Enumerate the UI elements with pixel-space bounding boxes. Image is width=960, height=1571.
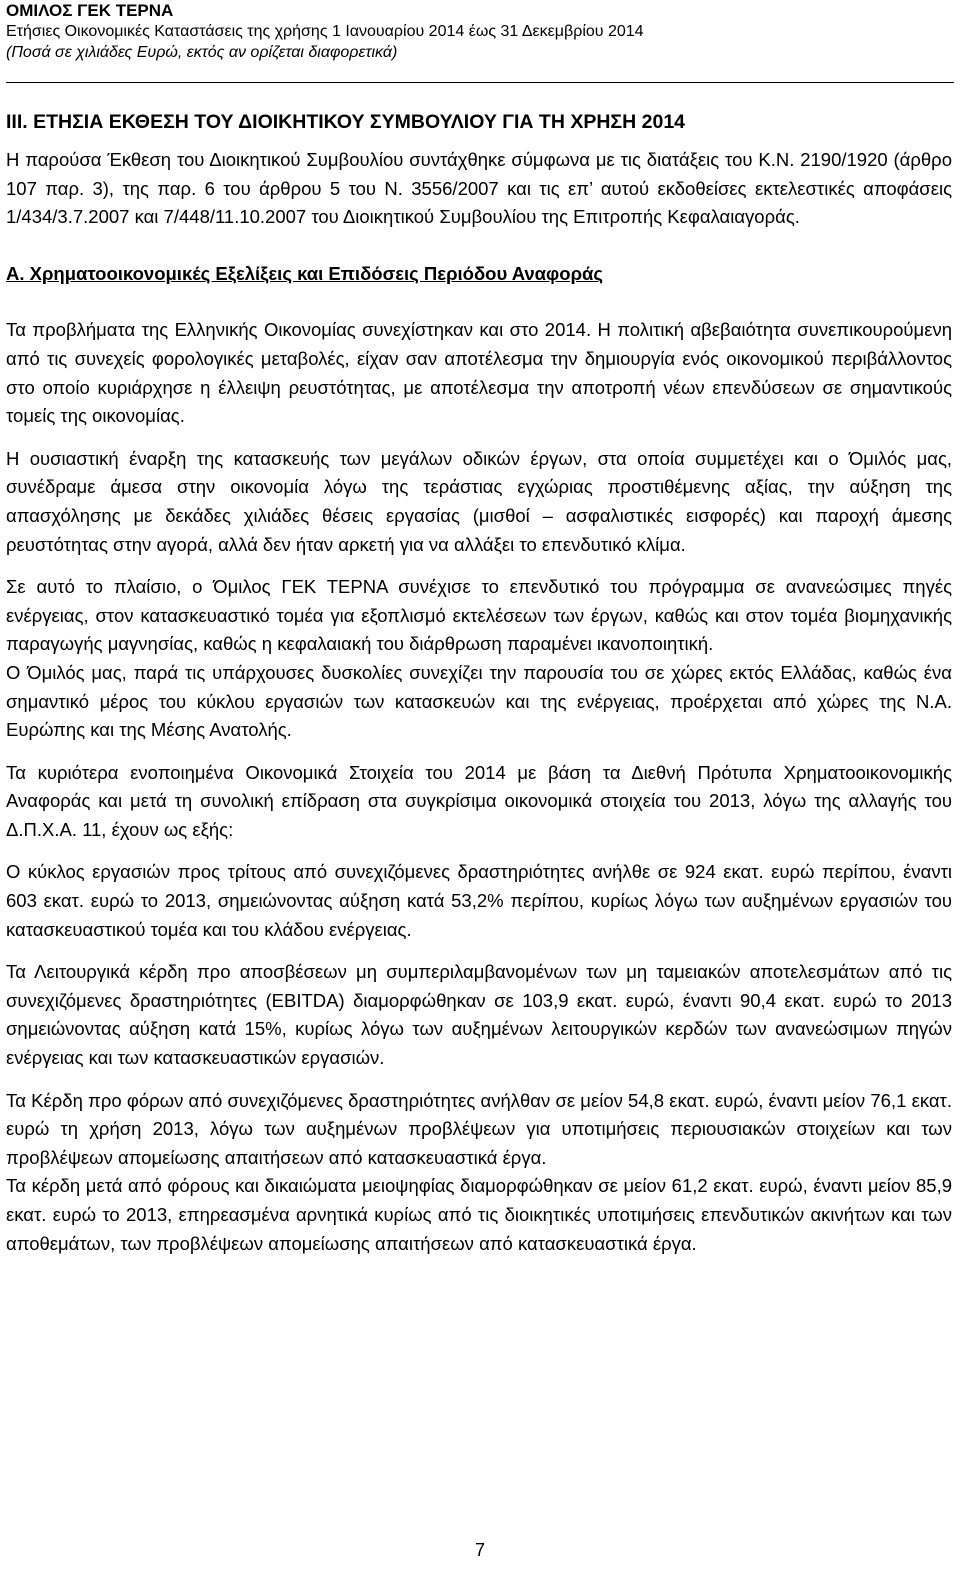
header-divider bbox=[6, 82, 954, 83]
paragraph-investment: Σε αυτό το πλαίσιο, ο Όμιλος ΓΕΚ ΤΕΡΝΑ συνέχισε το επενδυτικό του πρόγραμμα σε ανανεώσιμες πηγές ενέργειας, στον κατασκευαστικό τομέα για εξοπλισμό εκτελέσεων των έργων, καθώς και στον τομέα βιομηχανικής παραγωγής μαγνησίας, καθώς η κεφαλαιακή του διάρθρωση παραμένει ικανοποιητική. bbox=[6, 576, 952, 655]
paragraph-pretax: Τα Κέρδη προ φόρων από συνεχιζόμενες δραστηριότητες ανήλθαν σε μείον 54,8 εκατ. ευρώ, έναντι μείον 76,1 εκατ. ευρώ τη χρήση 2013, λόγω των αυξημένων προβλέψεων για υποτιμήσεις περιουσιακών στοιχείων και των προβλέψεων απομείωσης απαιτήσεων από κατασκευαστικά έργα. bbox=[6, 1089, 952, 1168]
paragraph-road-projects: Η ουσιαστική έναρξη της κατασκευής των μεγάλων οδικών έργων, στα οποία συμμετέχει και ο Όμιλός μας, συνέδραμε άμεσα στην οικονομία λόγω της τεράστιας εγχώριας προστιθέμενης αξίας, την αύξηση της απασχόλησης με δεκάδες χιλιάδες θέσεις εργασίας (μισθοί – ασφαλιστικές εισφορές) και παροχή άμεσης ρευστότητας στην αγορά, αλλά δεν ήταν αρκετή για να αλλάξει το επενδυτικό κλίμα. bbox=[6, 447, 952, 555]
paragraph-key-figures-intro: Τα κυριότερα ενοποιημένα Οικονομικά Στοιχεία του 2014 με βάση τα Διεθνή Πρότυπα Χρηματοοικονομικής Αναφοράς και μετά τη συνολική επίδραση στα συγκρίσιμα οικονομικά στοιχεία του 2013, λόγω της αλλαγής του Δ.Π.Χ.Α. 11, έχουν ως εξής: bbox=[6, 761, 952, 840]
report-body bbox=[6, 108, 952, 1258]
paragraph-net-result: Τα κέρδη μετά από φόρους και δικαιώματα μειοψηφίας διαμορφώθηκαν σε μείον 61,2 εκατ. ευρώ, έναντι μείον 85,9 εκατ. ευρώ το 2013, επηρεασμένα αρνητικά κυρίως από τις διοικητικές υποτιμήσεις επενδυτικών ακινήτων και των αποθεμάτων, των προβλέψεων απομείωσης απαιτήσεων από κατασκευαστικά έργα. bbox=[6, 1175, 952, 1254]
paragraph-economy: Τα προβλήματα της Ελληνικής Οικονομίας συνεχίστηκαν και στο 2014. Η πολιτική αβεβαιότητα συνεπικουρούμενη από τις συνεχείς φορολογικές μεταβολές, είχαν σαν αποτέλεσμα την δημιουργία ενός οικονομικού περιβάλλοντος στο οποίο κυριάρχησε η έλλειψη ρευστότητας, με αποτέλεσμα την αποτροπή νέων επενδύσεων σε σημαντικούς τομείς της οικονομίας. bbox=[6, 319, 952, 427]
company-name: ΟΜΙΛΟΣ ΓΕΚ ΤΕΡΝΑ bbox=[6, 1, 174, 20]
paragraph-ebitda: Τα Λειτουργικά κέρδη προ αποσβέσεων μη συμπεριλαμβανομένων των μη ταμειακών αποτελεσμάτων από τις συνεχιζόμενες δραστηριότητες (EBITDA) διαμορφώθηκαν σε 103,9 εκατ. ευρώ, έναντι 90,4 εκατ. ευρώ το 2013 σημειώνοντας αύξηση κατά 15%, κυρίως λόγω των αυξημένων λειτουργικών κερδών των ανανεώσιμων πηγών ενέργειας και των κατασκευαστικών εργασιών. bbox=[6, 961, 952, 1069]
paragraph-international: Ο Όμιλός μας, παρά τις υπάρχουσες δυσκολίες συνεχίζει την παρουσία του σε χώρες εκτός Ελλάδας, καθώς ένα σημαντικό μέρος του κύκλου εργασιών των κατασκευών και της ενέργειας, προέρχεται από χώρες της Ν.Α. Ευρώπης και της Μέσης Ανατολής. bbox=[6, 661, 952, 741]
subsection-title: Α. Χρηματοοικονομικές Εξελίξεις και Επιδόσεις Περιόδου Αναφοράς bbox=[6, 262, 604, 284]
page-number: 7 bbox=[474, 1540, 485, 1560]
statements-period: Ετήσιες Οικονομικές Καταστάσεις της χρήσης 1 Ιανουαρίου 2014 έως 31 Δεκεμβρίου 2014 bbox=[6, 23, 644, 40]
running-header bbox=[6, 0, 644, 63]
paragraph-turnover: Ο κύκλος εργασιών προς τρίτους από συνεχιζόμενες δραστηριότητες ανήλθε σε 924 εκατ. ευρώ περίπου, έναντι 603 εκατ. ευρώ το 2013, σημειώνοντας αύξηση κατά 53,2% περίπου, κυρίως λόγω των αυξημένων εργασιών του κατασκευαστικού τομέα και του κλάδου ενέργειας. bbox=[6, 861, 952, 940]
section-title: III. ΕΤΗΣΙΑ ΕΚΘΕΣΗ ΤΟΥ ΔΙΟΙΚΗΤΙΚΟΥ ΣΥΜΒΟΥΛΙΟΥ ΓΙΑ ΤΗ ΧΡΗΣΗ 2014 bbox=[6, 111, 686, 133]
intro-paragraph: Η παρούσα Έκθεση του Διοικητικού Συμβουλίου συντάχθηκε σύμφωνα με τις διατάξεις του Κ.Ν. 2190/1920 (άρθρο 107 παρ. 3), της παρ. 6 του άρθρου 5 του Ν. 3556/2007 και τις επ’ αυτού εκδοθείσες εκτελεστικές αποφάσεις 1/434/3.7.2007 και 7/448/11.10.2007 του Διοικητικού Συμβουλίου της Επιτροπής Κεφαλαιαγοράς. bbox=[6, 149, 952, 228]
amounts-note: (Ποσά σε χιλιάδες Ευρώ, εκτός αν ορίζεται διαφορετικά) bbox=[6, 44, 398, 61]
